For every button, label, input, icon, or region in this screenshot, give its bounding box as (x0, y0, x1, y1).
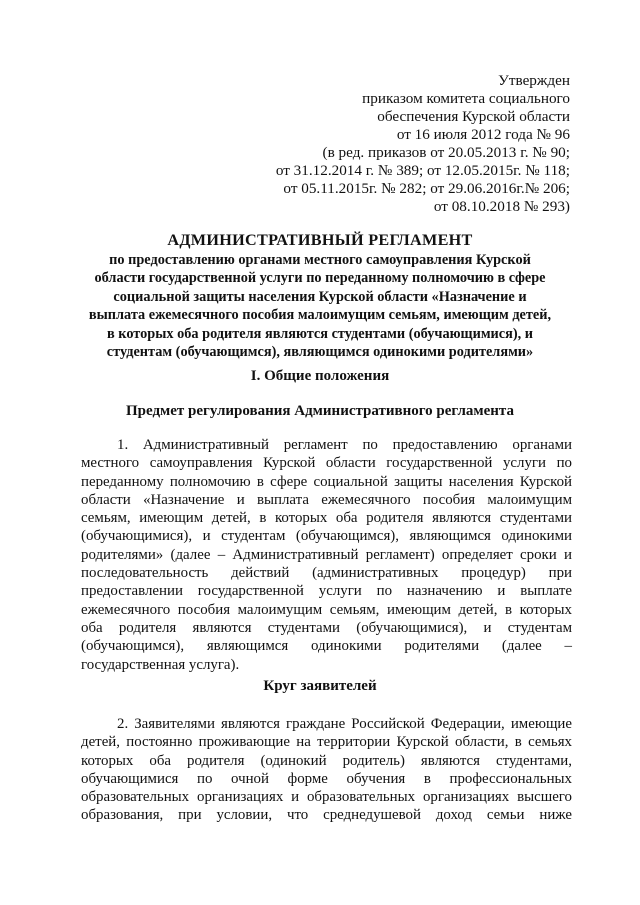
paragraph-2 (81, 715, 572, 825)
paragraph-line: обучающимися по очной форме обучения в профессиональных (81, 770, 572, 787)
approval-line: Утвержден (498, 72, 570, 89)
paragraph-line: образовательных организациях и образовательных организациях высшего (81, 789, 572, 806)
title-line: по предоставлению органами местного самоуправления Курской (109, 252, 531, 268)
title-subtitle (60, 251, 580, 361)
title-line: области государственной услуги по переданному полномочию в сфере (94, 270, 546, 287)
paragraph-line: (обучающимися), и студентам (обучающимся), являющимся одинокими (81, 528, 572, 545)
approval-line: (в ред. приказов от 20.05.2013 г. № 90; (322, 144, 570, 161)
approval-line: от 05.11.2015г. № 282; от 29.06.2016г.№ 206; (283, 180, 570, 197)
paragraph-line: семьям, имеющим детей, в которых оба родителя являются студентами (81, 510, 572, 527)
paragraph-line: предоставлении государственной услуги по назначению и выплате (81, 583, 572, 600)
paragraph-line: детей, постоянно проживающие на территории Курской области, в семьях (81, 734, 572, 751)
paragraph-line: (обучающимся), являющимся одинокими родителями (далее – (81, 638, 572, 655)
paragraph-line: местного самоуправления Курской области государственной услуги по (81, 455, 572, 472)
paragraph-1 (81, 436, 572, 674)
title-line: выплата ежемесячного пособия малоимущим семьям, имеющим детей, (88, 307, 552, 324)
approval-line: приказом комитета социального (362, 90, 570, 107)
applicants-heading: Круг заявителей (263, 678, 377, 694)
title-line: социальной защиты населения Курской области «Назначение и (113, 288, 527, 305)
approval-block (276, 72, 570, 216)
approval-line: обеспечения Курской области (377, 108, 570, 125)
paragraph-line: переданному полномочию в сфере социальной защиты населения Курской (81, 473, 572, 490)
approval-line: от 16 июля 2012 года № 96 (396, 126, 570, 143)
approval-line: от 31.12.2014 г. № 389; от 12.05.2015г. № 118; (275, 162, 570, 179)
paragraph-line: 1. Административный регламент по предоставлению органами (117, 437, 572, 453)
paragraph-line: родителями» (далее – Административный регламент) определяет сроки и (81, 546, 572, 563)
title-line: в которых оба родителя являются студентами (обучающимися), и (106, 325, 534, 342)
paragraph-line: последовательность действий (административных процедур) при (81, 565, 572, 582)
paragraph-line: образования, при условии, что среднедушевой доход семьи ниже (81, 807, 572, 824)
title-main: АДМИНИСТРАТИВНЫЙ РЕГЛАМЕНТ (167, 231, 473, 249)
paragraph-line: государственная услуга). (81, 656, 240, 673)
paragraph-line: области «Назначение и выплата ежемесячного пособия малоимущим (81, 491, 572, 508)
document-title (60, 230, 580, 361)
title-line: студентам (обучающимся), являющимся одинокими родителями» (106, 344, 534, 361)
paragraph-line: которых оба родителя (одинокий родитель) являются студентами, (81, 752, 572, 769)
approval-line: от 08.10.2018 № 293) (433, 198, 570, 215)
section-heading: I. Общие положения (250, 368, 390, 384)
paragraph-line: ежемесячного пособия малоимущим семьям, имеющим детей, в которых (81, 601, 572, 618)
paragraph-line: оба родителя являются студентами (обучающимися), и студентам (81, 619, 572, 636)
section-subheading: Предмет регулирования Административного регламента (126, 403, 514, 419)
paragraph-line: 2. Заявителями являются граждане Российской Федерации, имеющие (117, 716, 572, 732)
